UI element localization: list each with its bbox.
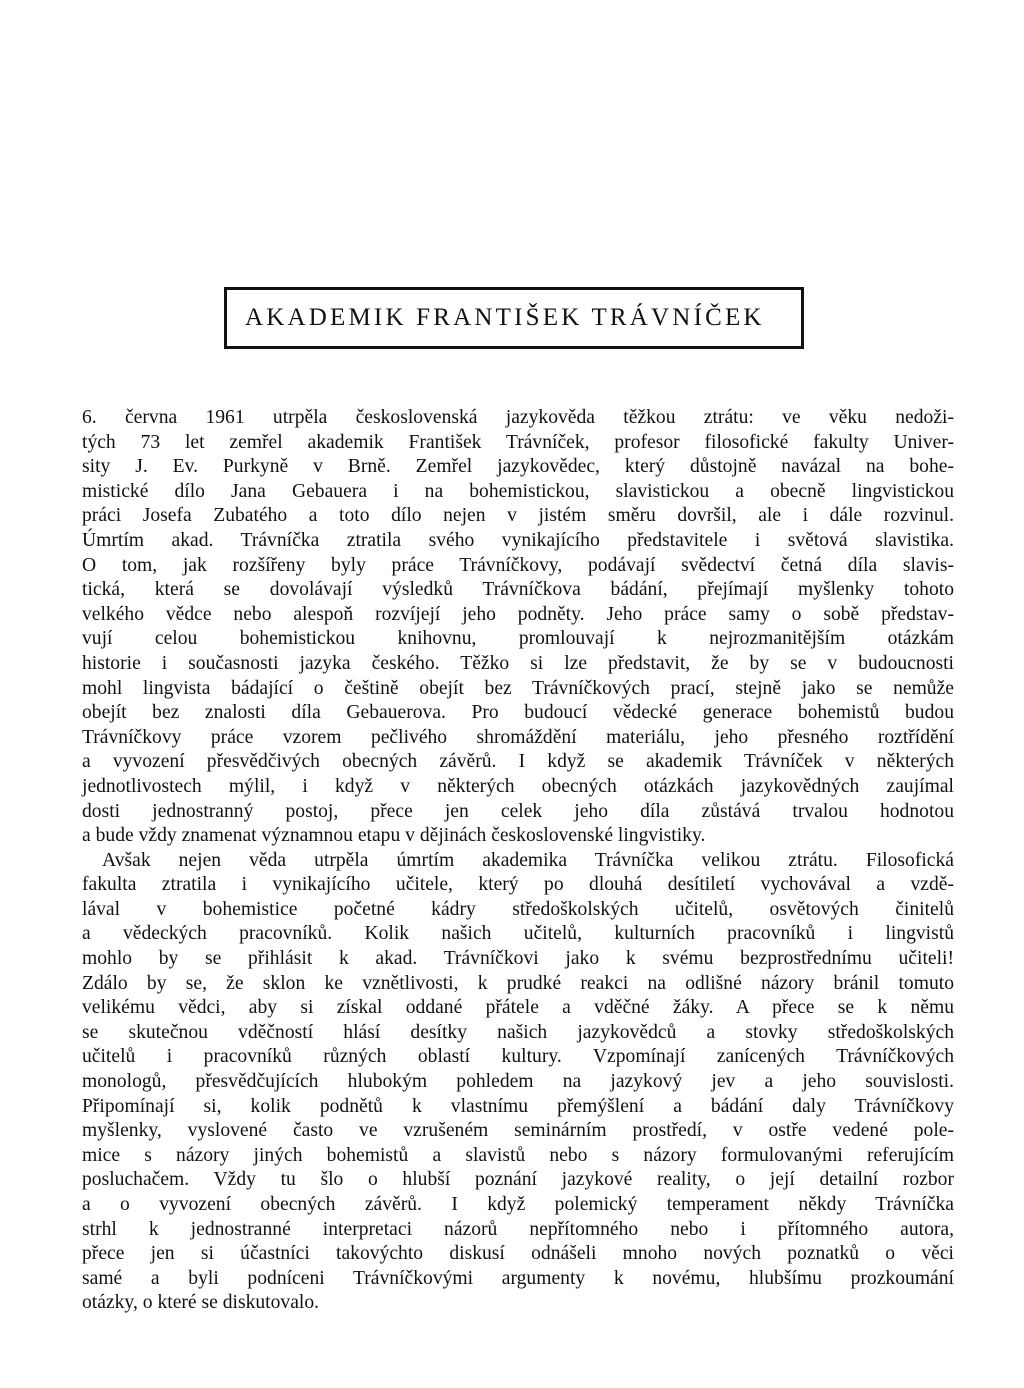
text-line: samé a byli podníceni Trávníčkovými argumenty k novému, hlubšímu prozkoumání xyxy=(82,1267,954,1289)
text-line: otázky, o které se diskutovalo. xyxy=(82,1292,320,1314)
text-line: monologů, přesvědčujících hlubokým pohledem na jazykový jev a jeho souvislosti. xyxy=(82,1071,954,1093)
text-line: Avšak nejen věda utrpěla úmrtím akademika Trávníčka velikou ztrátu. Filosofická xyxy=(102,849,954,871)
text-line: velikému vědci, aby si získal oddané přátele a vděčné žáky. A přece se k němu xyxy=(82,997,954,1019)
text-line: 6. června 1961 utrpěla československá jazykověda těžkou ztrátu: ve věku nedoži- xyxy=(82,407,954,428)
text-line: Připomínají si, kolik podnětů k vlastnímu přemýšlení a bádání daly Trávníčkovy xyxy=(82,1095,954,1117)
text-line: a vědeckých pracovníků. Kolik našich učitelů, kulturních pracovníků i lingvistů xyxy=(82,923,954,945)
text-line: tých 73 let zemřel akademik František Trávníček, profesor filosofické fakulty Univer- xyxy=(82,431,954,453)
text-line: velkého vědce nebo alespoň rozvíjejí jeho podněty. Jeho práce samy o sobě představ- xyxy=(82,603,954,625)
text-line: jednotlivostech mýlil, i když v některých obecných otázkách jazykovědných zaujímal xyxy=(82,775,954,797)
text-line: sity J. Ev. Purkyně v Brně. Zemřel jazykovědec, který důstojně navázal na bohe- xyxy=(82,456,954,478)
article-body xyxy=(82,406,954,1316)
article-title: AKADEMIK FRANTIŠEK TRÁVNÍČEK xyxy=(245,304,765,331)
text-line: tická, která se dovolávají výsledků Trávníčkova bádání, přejímají myšlenky tohoto xyxy=(82,579,954,601)
text-line: učitelů i pracovníků různých oblastí kultury. Vzpomínají zanícených Trávníčkových xyxy=(82,1046,954,1068)
text-line: Zdálo by se, že sklon ke vznětlivosti, k prudké reakci na odlišné názory bránil tomuto xyxy=(82,972,954,994)
text-line: mohl lingvista bádající o češtině obejít bez Trávníčkových prací, stejně jako se nemůže xyxy=(82,677,954,699)
text-line: Úmrtím akad. Trávníčka ztratila svého vynikajícího představitele i světová slavistika. xyxy=(82,529,954,551)
text-line: strhl k jednostranné interpretaci názorů nepřítomného nebo i přítomného autora, xyxy=(82,1218,954,1240)
text-line: vují celou bohemistickou knihovnu, promlouvají k nejrozmanitějším otázkám xyxy=(82,628,954,650)
text-line: obejít bez znalosti díla Gebauerova. Pro budoucí vědecké generace bohemistů budou xyxy=(82,702,954,724)
text-line: se skutečnou vděčností hlásí desítky našich jazykovědců a stovky středoškolských xyxy=(82,1021,954,1043)
text-line: Trávníčkovy práce vzorem pečlivého shromáždění materiálu, jeho přesného roztřídění xyxy=(82,726,954,748)
text-line: přece jen si účastníci takovýchto diskusí odnášeli mnoho nových poznatků o věci xyxy=(82,1243,954,1265)
text-line: posluchačem. Vždy tu šlo o hlubší poznání jazykové reality, o její detailní rozbor xyxy=(82,1169,954,1191)
text-line: lával v bohemistice početné kádry středoškolských učitelů, osvětových činitelů xyxy=(82,898,954,920)
text-line: a vyvození přesvědčivých obecných závěrů. I když se akademik Trávníček v některých xyxy=(82,751,954,773)
text-line: mohlo by se přihlásit k akad. Trávníčkovi jako k svému bezprostřednímu učiteli! xyxy=(82,948,954,970)
text-line: a bude vždy znamenat významnou etapu v dějinách československé lingvistiky. xyxy=(82,825,706,847)
text-line: O tom, jak rozšířeny byly práce Trávníčkovy, podávají svědectví četná díla slavis- xyxy=(82,554,954,576)
text-line: a o vyvození obecných závěrů. I když polemický temperament někdy Trávníčka xyxy=(82,1194,954,1215)
text-line: historie i současnosti jazyka českého. Těžko si lze představit, že by se v budoucnosti xyxy=(82,652,954,674)
text-line: myšlenky, vyslovené často ve vzrušeném seminárním prostředí, v ostře vedené pole- xyxy=(82,1120,954,1142)
text-line: fakulta ztratila i vynikajícího učitele, který po dlouhá desítiletí vychovával a vzdě- xyxy=(82,874,954,896)
text-line: mistické dílo Jana Gebauera i na bohemistickou, slavistickou a obecně lingvistickou xyxy=(82,480,954,502)
text-line: dosti jednostranný postoj, přece jen celek jeho díla zůstává trvalou hodnotou xyxy=(82,800,954,822)
text-line: práci Josefa Zubatého a toto dílo nejen v jistém směru dovršil, ale i dále rozvinul. xyxy=(82,505,954,527)
text-line: mice s názory jiných bohemistů a slavistů nebo s názory formulovanými referujícím xyxy=(82,1144,954,1166)
title-box xyxy=(224,287,804,349)
